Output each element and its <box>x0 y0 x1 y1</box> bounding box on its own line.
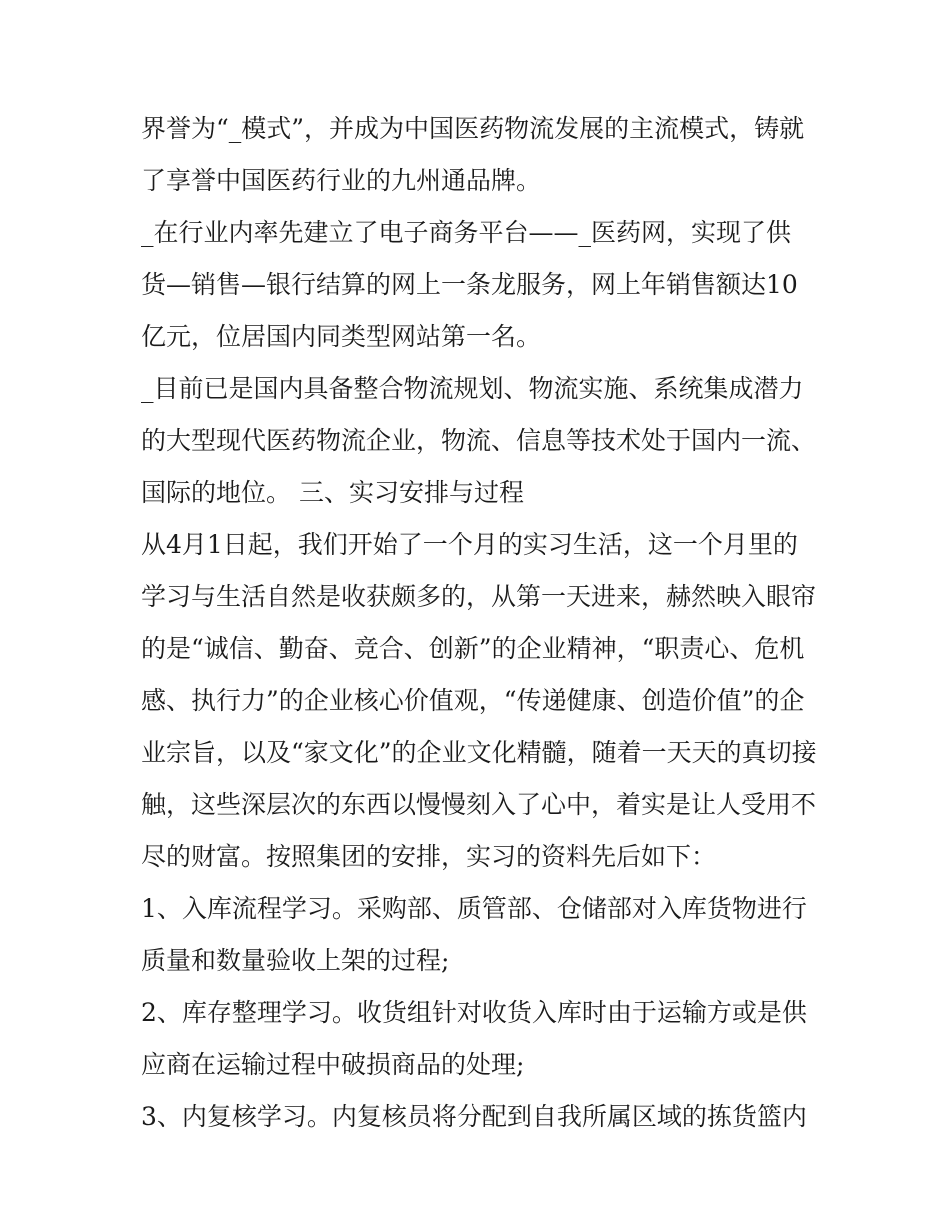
text-line: 的是“诚信、勤奋、竞合、创新”的企业精神，“职责心、危机 <box>141 634 805 663</box>
text-line: 应商在运输过程中破损商品的处理; <box>141 1050 525 1079</box>
text-line: 国际的地位。 三、实习安排与过程 <box>141 478 524 507</box>
text-line: 触，这些深层次的东西以慢慢刻入了心中，着实是让人受用不 <box>141 790 817 819</box>
text-line: 亿元，位居国内同类型网站第一名。 <box>141 322 542 351</box>
text-line: 从4月1日起，我们开始了一个月的实习生活，这一个月里的 <box>141 530 798 559</box>
text-line: 学习与生活自然是收获颇多的，从第一天进来，赫然映入眼帘 <box>141 582 817 611</box>
text-line: 3、内复核学习。内复核员将分配到自我所属区域的拣货篮内 <box>141 1102 807 1131</box>
text-line: _目前已是国内具备整合物流规划、物流实施、系统集成潜力 <box>141 374 804 403</box>
text-line: 界誉为“_模式”，并成为中国医药物流发展的主流模式，铸就 <box>141 114 805 143</box>
text-line: 质量和数量验收上架的过程; <box>141 946 450 975</box>
text-line: 尽的财富。按照集团的安排，实习的资料先后如下： <box>141 842 717 871</box>
body-text <box>141 103 821 1143</box>
text-line: 感、执行力”的企业核心价值观，“传递健康、创造价值”的企 <box>141 686 805 715</box>
text-line: 业宗旨，以及“家文化”的企业文化精髓，随着一天天的真切接 <box>141 738 817 767</box>
text-line: _在行业内率先建立了电子商务平台——_医药网，实现了供 <box>141 218 792 247</box>
text-line: 2、库存整理学习。收货组针对收货入库时由于运输方或是供 <box>141 998 807 1027</box>
text-line: 的大型现代医药物流企业，物流、信息等技术处于国内一流、 <box>141 426 817 455</box>
text-line: 了享誉中国医药行业的九州通品牌。 <box>141 166 542 195</box>
text-line: 1、入库流程学习。采购部、质管部、仓储部对入库货物进行 <box>141 894 807 923</box>
text-line: 货—销售—银行结算的网上一条龙服务，网上年销售额达10 <box>141 270 798 299</box>
